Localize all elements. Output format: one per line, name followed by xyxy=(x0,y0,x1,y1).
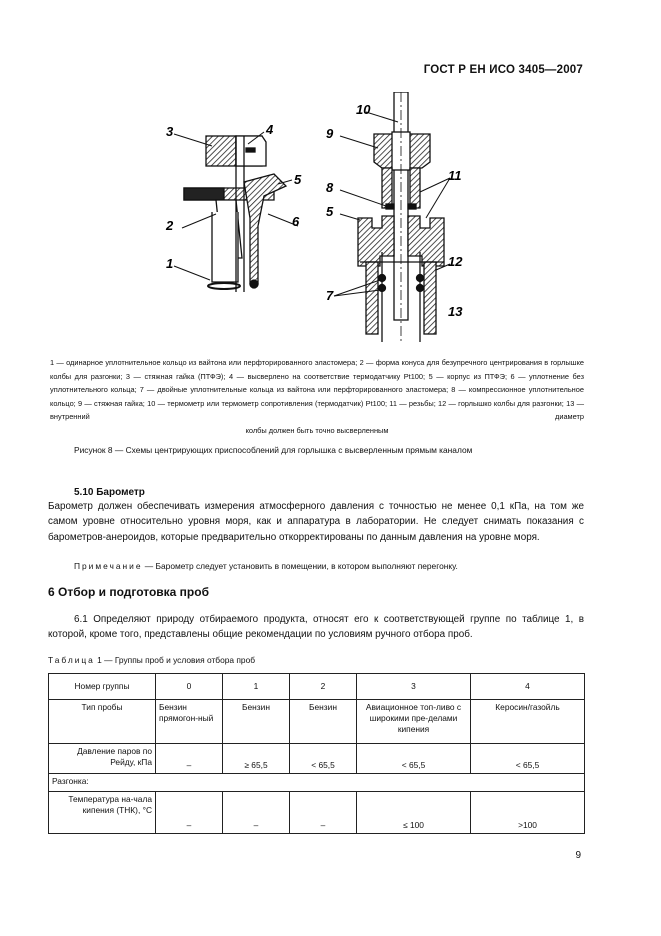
note xyxy=(74,561,584,571)
figure-label: 13 xyxy=(448,304,463,319)
table-cell: >100 xyxy=(471,792,585,834)
table-row xyxy=(49,744,585,774)
ptfe-body xyxy=(358,216,394,266)
table-cell: – xyxy=(290,792,357,834)
table-cell: ≥ 65,5 xyxy=(223,744,290,774)
table-row xyxy=(49,774,585,792)
table-header-cell: Номер группы xyxy=(49,674,156,700)
table-cell: Тип пробы xyxy=(49,700,156,744)
table-cell: ≤ 100 xyxy=(357,792,471,834)
figure-label: 4 xyxy=(266,122,274,137)
table-cell: < 65,5 xyxy=(471,744,585,774)
left-centering-device xyxy=(184,136,286,292)
figure-label: 9 xyxy=(326,126,334,141)
table-cell: Температура на-чала кипения (ТНК), °С xyxy=(49,792,156,834)
table-row xyxy=(49,792,585,834)
sample-groups-table xyxy=(48,673,585,834)
figure-label: 7 xyxy=(326,288,334,303)
note-label: Примечание xyxy=(74,561,143,571)
table-header-row xyxy=(49,674,585,700)
figure-legend-last-line: колбы должен быть точно высверленным xyxy=(245,425,389,435)
figure-label: 5 xyxy=(326,204,334,219)
table-header-cell: 4 xyxy=(471,674,585,700)
page-number: 9 xyxy=(575,850,581,861)
figure-label: 10 xyxy=(356,102,371,117)
figure-label: 6 xyxy=(292,214,300,229)
table-cell: Давление паров по Рейду, кПа xyxy=(49,744,156,774)
figure-label: 5 xyxy=(294,172,302,187)
figure-label: 11 xyxy=(448,168,462,183)
table-cell: – xyxy=(156,792,223,834)
table-cell: Бензин прямогон-ный xyxy=(156,700,223,744)
table-cell: Разгонка: xyxy=(49,774,585,792)
section-heading-5-10: 5.10 Барометр xyxy=(74,487,145,498)
table-cell: Бензин xyxy=(223,700,290,744)
figure-label: 1 xyxy=(166,256,174,271)
note-text: — Барометр следует установить в помещении, в котором выполняют перегонку. xyxy=(142,561,458,571)
right-centering-device xyxy=(358,92,444,342)
table-header-cell: 2 xyxy=(290,674,357,700)
table-cell: – xyxy=(156,744,223,774)
flask-neck xyxy=(366,262,378,334)
figure-label: 2 xyxy=(166,218,174,233)
table-header-cell: 0 xyxy=(156,674,223,700)
figure-label: 3 xyxy=(166,124,174,139)
figure-label: 12 xyxy=(448,254,463,269)
figure-legend-text: 1 — одинарное уплотнительное кольцо из вайтона или перфторированного эластомера; 2 — форма конуса для безупречного центрирования в горлышке колбы для разгонки; 3 — стяжная гайка (ПТФЭ); 4 — высверлено на соответствие термодатчику Pt100; 5 — корпус из ПТФЭ; 6 — уплотнение без уплотнительного кольца; 7 — двойные уплотнительные кольца из вайтона или перфторированного эластомера; 8 — компрессионное уплотнительное кольцо; 9 — стяжная гайка; 10 — термометр или термометр сопротивления (термодатчик) Pt100; 11 — резьбы; 12 — горлышко колбы для разгонки; 13 — внутренний диаметр xyxy=(50,358,584,422)
table-caption: 1 — Группы проб и условия отбора проб xyxy=(94,655,256,665)
ptfe-tightening-nut xyxy=(206,136,236,166)
table-row xyxy=(49,700,585,744)
table-cell: Бензин xyxy=(290,700,357,744)
figure-label: 8 xyxy=(326,180,334,195)
paragraph-barometer: Барометр должен обеспечивать измерения атмосферного давления с точностью не менее 0,1 кПа, на том же самом уровне относительно уровня моря, как и аппаратура в лаборатории. Не следует снимать показания с барометров-анероидов, которые предварительно откорректированы по данным давления на уровне моря. xyxy=(48,501,584,543)
table-cell: < 65,5 xyxy=(290,744,357,774)
figure-legend xyxy=(50,356,584,438)
table-cell: Авиационное топ-ливо с широкими пре-делами кипения xyxy=(357,700,471,744)
table-cell: Керосин/газойль xyxy=(471,700,585,744)
section-heading-6: 6 Отбор и подготовка проб xyxy=(48,585,210,599)
table-title xyxy=(48,655,255,665)
table-cell: – xyxy=(223,792,290,834)
table-header-cell: 1 xyxy=(223,674,290,700)
figure-title: Рисунок 8 — Схемы центрирующих приспособлений для горлышка с высверленным прямым каналом xyxy=(74,445,473,455)
o-ring xyxy=(208,283,240,289)
centering-devices-figure xyxy=(160,92,490,352)
table-cell: < 65,5 xyxy=(357,744,471,774)
document-code: ГОСТ Р ЕН ИСО 3405—2007 xyxy=(423,64,583,76)
table-label: Таблица xyxy=(48,655,95,665)
table-header-cell: 3 xyxy=(357,674,471,700)
ptfe-body xyxy=(244,174,286,284)
paragraph-6-1: 6.1 Определяют природу отбираемого продукта, относят его к соответствующей группе по таблице 1, в которой, кроме того, представлены общие рекомендации по условиям ручного отбора проб. xyxy=(48,614,584,641)
